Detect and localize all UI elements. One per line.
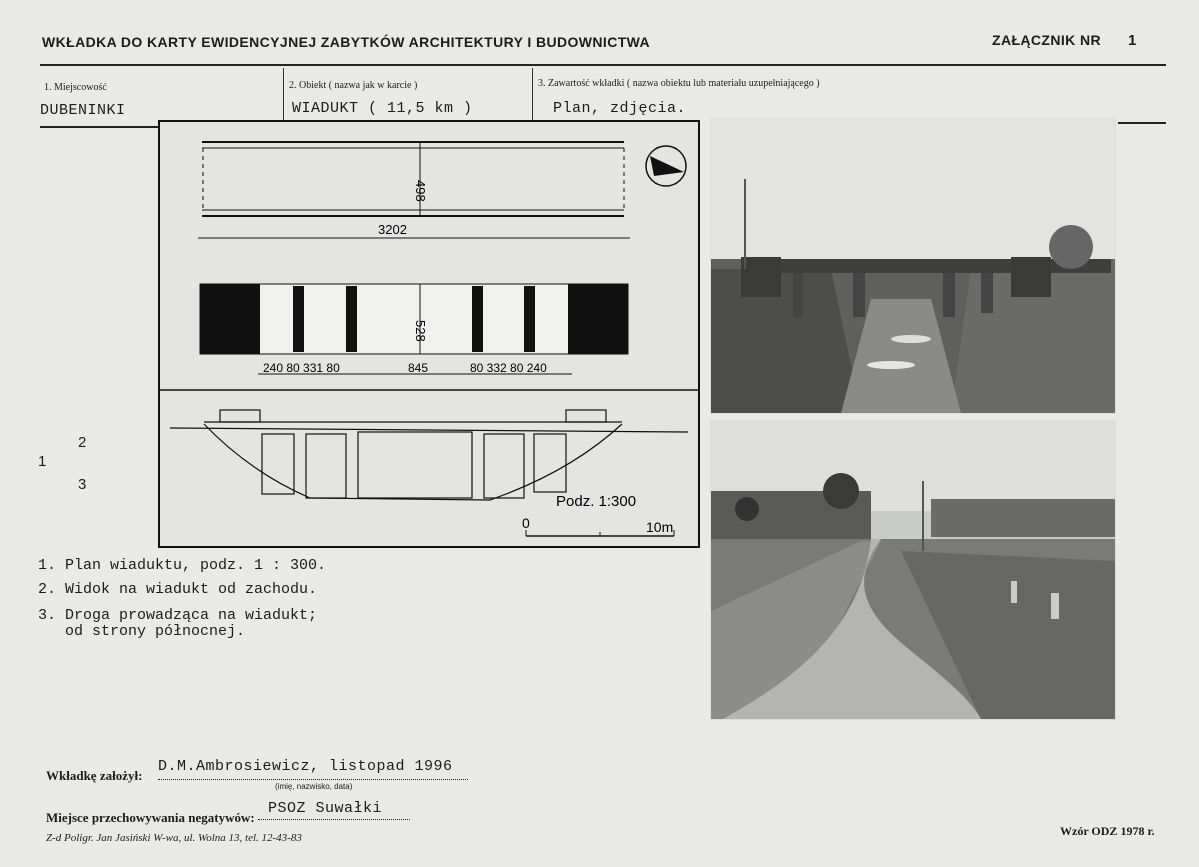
negatives-value: PSOZ Suwałki: [268, 800, 383, 817]
elevation-view: [170, 410, 688, 500]
founder-line: [158, 778, 468, 780]
photo-1-svg: [711, 119, 1115, 413]
founder-hint: (imię, nazwisko, data): [275, 782, 353, 791]
plan-svg: [160, 122, 698, 546]
founder-value: D.M.Ambrosiewicz, listopad 1996: [158, 758, 453, 775]
viaduct-plan-drawing: [158, 120, 700, 548]
layout-key-1: 1: [38, 453, 47, 470]
caption-2: 2. Widok na wiadukt od zachodu.: [38, 581, 318, 598]
scale-label: Podz. 1:300: [556, 493, 637, 510]
field-rule-right: [1118, 122, 1166, 124]
dim-width-deck: 528: [413, 320, 428, 342]
caption-3-cont: od strony północnej.: [38, 623, 246, 640]
dim-spans-right: 80 332 80 240: [470, 361, 547, 375]
locality-label: 1. Miejscowość: [44, 82, 107, 93]
photo-viaduct-west: [710, 118, 1116, 414]
founder-label: Wkładkę założył:: [46, 768, 143, 783]
contents-label: 3. Zawartość wkładki ( nazwa obiektu lub materiału uzupełniającego ): [538, 78, 820, 89]
dim-span-center: 845: [408, 361, 429, 375]
photo-road-north: [710, 420, 1116, 720]
north-arrow-icon: [646, 146, 686, 186]
contents-value: Plan, zdjęcia.: [553, 100, 687, 117]
annex-number: 1: [1128, 32, 1137, 49]
field-divider-2: [532, 68, 533, 120]
object-value: WIADUKT ( 11,5 km ): [292, 100, 473, 117]
card-title: WKŁADKA DO KARTY EWIDENCYJNEJ ZABYTKÓW ARCHITEKTURY I BUDOWNICTWA: [42, 34, 651, 50]
layout-key-2: 2: [78, 434, 87, 451]
negatives-label: Miejsce przechowywania negatywów:: [46, 810, 255, 825]
scale-ten: 10m: [646, 519, 674, 535]
caption-3: 3. Droga prowadząca na wiadukt;: [38, 607, 318, 624]
dim-width-top: 498: [413, 180, 428, 202]
header-rule: [40, 64, 1166, 66]
object-label: 2. Obiekt ( nazwa jak w karcie ): [289, 80, 418, 91]
photo-2-svg: [711, 421, 1115, 719]
template-version: Wzór ODZ 1978 r.: [1060, 824, 1155, 838]
annex-label: ZAŁĄCZNIK NR: [992, 32, 1102, 48]
dim-length: 3202: [378, 222, 407, 237]
layout-key-3: 3: [78, 476, 87, 493]
caption-1: 1. Plan wiaduktu, podz. 1 : 300.: [38, 557, 327, 574]
field-divider-1: [283, 68, 284, 120]
field-rule-left: [40, 126, 160, 128]
printer-imprint: Z-d Poligr. Jan Jasiński W-wa, ul. Wolna 13, tel. 12-43-83: [46, 832, 302, 844]
negatives-line: [258, 818, 410, 820]
locality-value: DUBENINKI: [40, 102, 126, 119]
scale-zero: 0: [522, 515, 530, 531]
dim-spans-left: 240 80 331 80: [263, 361, 340, 375]
